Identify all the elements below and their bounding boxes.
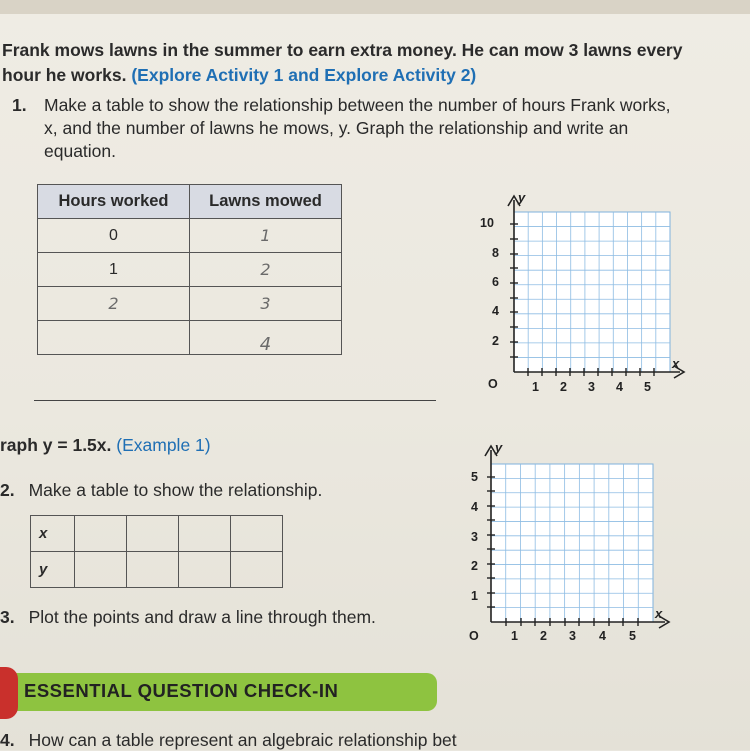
lawns-cell-handwritten[interactable]: 2	[190, 253, 342, 287]
table-header-lawns: Lawns mowed	[190, 185, 342, 219]
graph-2-y-tick: 5	[471, 470, 478, 484]
graph-1-x-tick: 4	[616, 380, 623, 394]
graph-2-x-tick: 4	[599, 629, 606, 643]
question-4	[0, 730, 457, 751]
xy-table-cell[interactable]	[179, 516, 231, 552]
section-reference: (Example 1)	[116, 435, 211, 455]
question-2	[0, 480, 322, 501]
graph-1-y-label: y	[518, 190, 526, 205]
graph-2-y-tick: 2	[471, 559, 478, 573]
question-1	[12, 94, 672, 163]
essential-question-banner	[0, 673, 437, 711]
graph-1-x-tick: 2	[560, 380, 567, 394]
xy-table-cell[interactable]	[231, 516, 283, 552]
graph-1-x-tick: 5	[644, 380, 651, 394]
xy-table-cell[interactable]	[75, 516, 127, 552]
section-text: raph y = 1.5x.	[0, 435, 112, 455]
table-row	[38, 219, 342, 253]
xy-table-cell[interactable]	[127, 552, 179, 588]
graph-1-y-tick: 6	[492, 275, 499, 289]
problem-intro	[2, 38, 722, 88]
graph-1-y-tick: 2	[492, 334, 499, 348]
question-4-text: How can a table represent an algebraic relationship bet	[28, 730, 457, 750]
table-row	[31, 552, 283, 588]
hours-lawns-table	[37, 184, 342, 355]
graph-2-x-tick: 5	[629, 629, 636, 643]
graph-2-x-tick: 2	[540, 629, 547, 643]
table-header-hours: Hours worked	[38, 185, 190, 219]
graph-2-y-tick: 1	[471, 589, 478, 603]
intro-text: Frank mows lawns in the summer to earn extra money. He can mow 3 lawns every hour he works.	[2, 40, 683, 85]
table-row	[38, 287, 342, 321]
graph-1-y-tick: 8	[492, 246, 499, 260]
xy-table-y-label: y	[31, 552, 75, 588]
xy-table-cell[interactable]	[231, 552, 283, 588]
section-heading	[0, 435, 211, 456]
banner-red-tab	[0, 667, 18, 719]
hours-cell[interactable]	[38, 321, 190, 355]
question-2-text: Make a table to show the relationship.	[28, 480, 323, 500]
xy-table-cell[interactable]	[127, 516, 179, 552]
xy-table-cell[interactable]	[179, 552, 231, 588]
graph-1[interactable]	[470, 190, 710, 405]
graph-1-x-tick: 3	[588, 380, 595, 394]
question-1-text: Make a table to show the relationship between the number of hours Frank works, x, and the number of lawns he mows, y. Graph the relationship and write an equation.	[44, 95, 671, 161]
xy-table-cell[interactable]	[75, 552, 127, 588]
graph-1-y-tick: 10	[480, 216, 494, 230]
graph-2-x-label: x	[655, 606, 663, 621]
table-row	[31, 516, 283, 552]
lawns-cell-handwritten[interactable]: 1	[190, 219, 342, 253]
question-4-number: 4.	[0, 730, 15, 750]
hours-cell[interactable]: 1	[38, 253, 190, 287]
graph-1-y-tick: 4	[492, 304, 499, 318]
graph-2-origin: O	[469, 629, 479, 643]
graph-2-y-tick: 4	[471, 500, 478, 514]
lawns-cell-handwritten[interactable]: 3	[190, 287, 342, 321]
lawns-cell-handwritten[interactable]: 4	[190, 321, 342, 355]
graph-2-x-tick: 1	[511, 629, 518, 643]
hours-cell[interactable]: 0	[38, 219, 190, 253]
graph-1-x-tick: 1	[532, 380, 539, 394]
graph-2[interactable]	[455, 440, 695, 655]
graph-2-x-tick: 3	[569, 629, 576, 643]
graph-1-x-label: x	[672, 356, 680, 371]
question-3	[0, 607, 376, 628]
question-3-number: 3.	[0, 607, 15, 627]
table-row	[38, 253, 342, 287]
xy-table	[30, 515, 283, 588]
graph-2-y-label: y	[495, 440, 503, 455]
question-1-number: 1.	[12, 95, 27, 115]
table-row	[38, 321, 342, 355]
intro-reference: (Explore Activity 1 and Explore Activity 2)	[131, 65, 477, 85]
question-3-text: Plot the points and draw a line through them.	[28, 607, 376, 627]
xy-table-x-label: x	[31, 516, 75, 552]
graph-1-origin: O	[488, 377, 498, 391]
page-top-edge	[0, 0, 750, 14]
hours-cell-handwritten[interactable]: 2	[38, 287, 190, 321]
graph-2-y-tick: 3	[471, 530, 478, 544]
grid-background	[491, 464, 653, 622]
equation-answer-line[interactable]	[34, 400, 436, 401]
essential-question-label: ESSENTIAL QUESTION CHECK-IN	[24, 680, 339, 701]
question-2-number: 2.	[0, 480, 15, 500]
grid-background	[514, 212, 670, 372]
